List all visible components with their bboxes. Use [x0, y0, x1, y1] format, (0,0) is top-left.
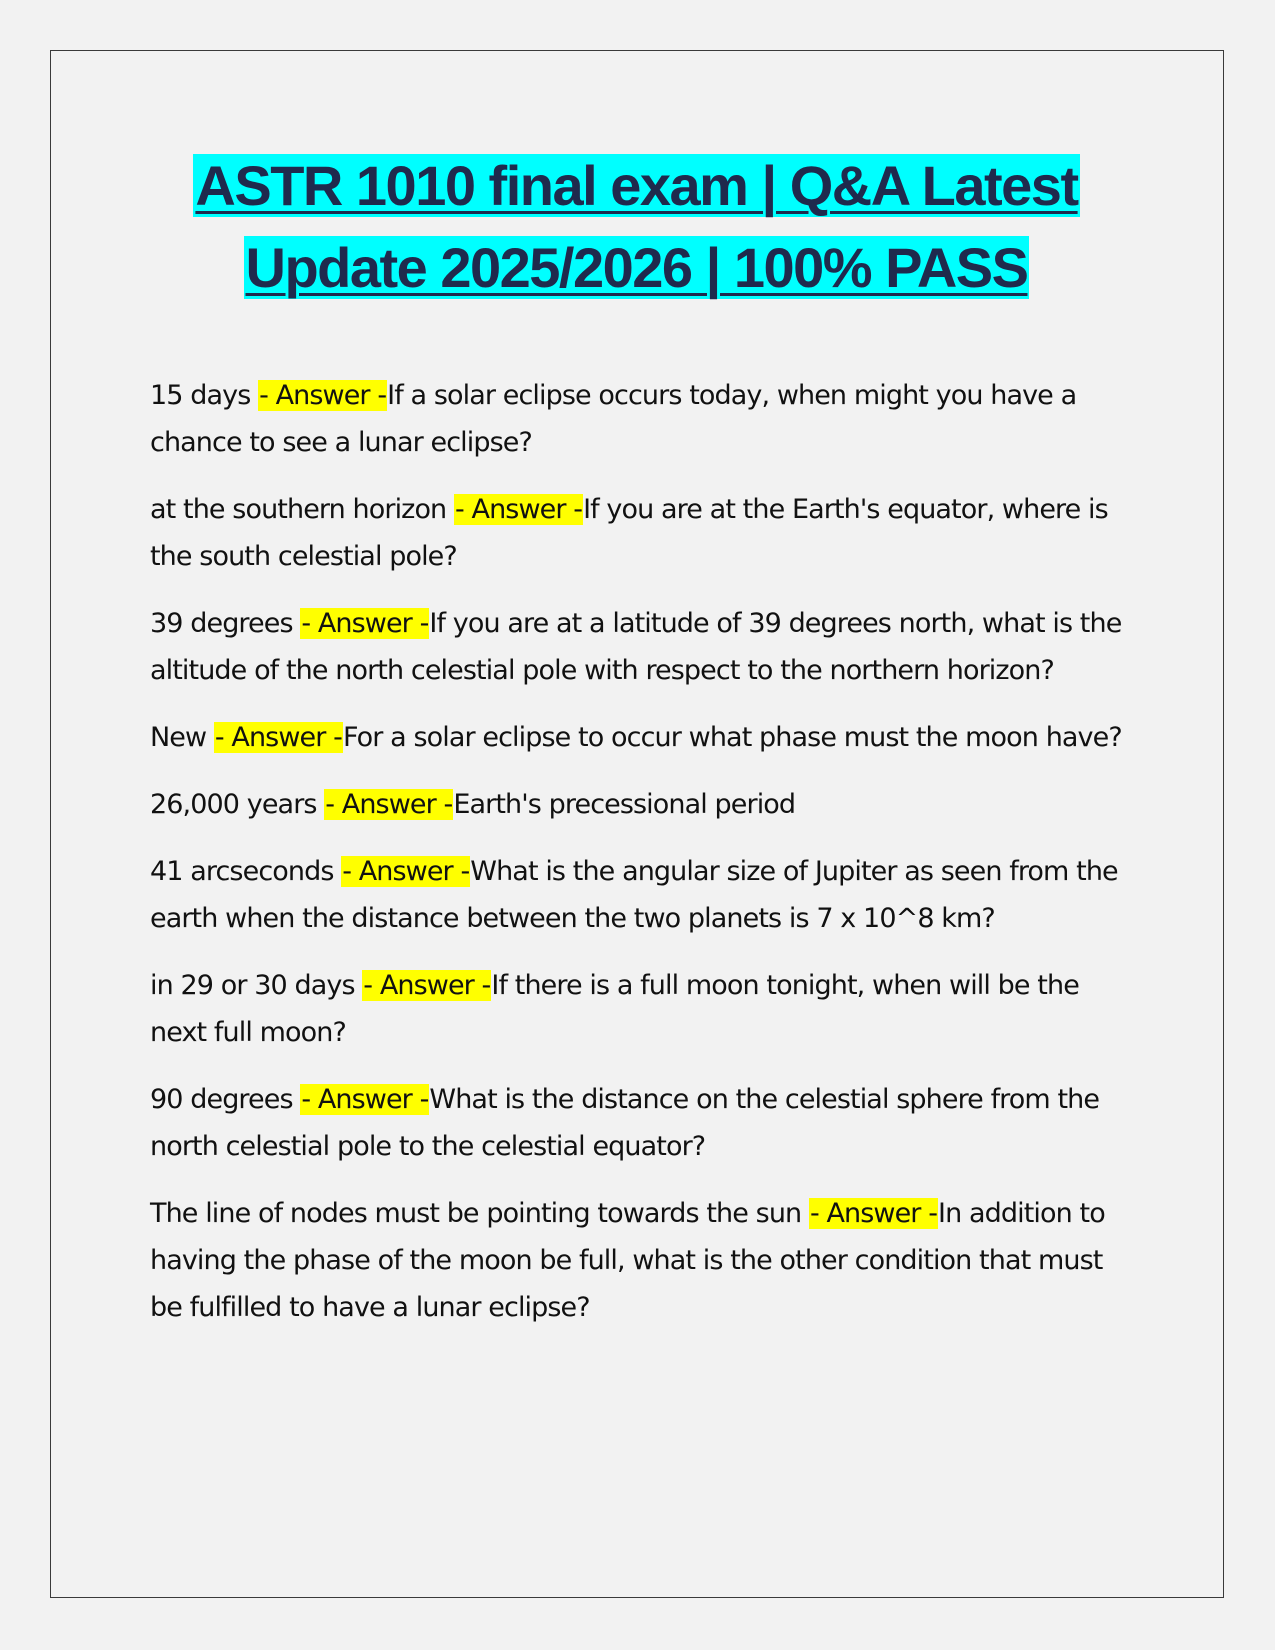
qa-item [150, 714, 1135, 761]
answer-text: at the southern horizon [150, 494, 454, 525]
qa-item [150, 372, 1135, 466]
qa-item [150, 1190, 1135, 1331]
document-title [80, 145, 1193, 309]
answer-separator: - Answer - [259, 380, 387, 411]
question-text: If there is a full moon tonight, when will be the next full moon? [150, 970, 1079, 1048]
question-text: What is the distance on the celestial sphere from the north celestial pole to the celestial equator? [150, 1084, 1100, 1162]
qa-item [150, 486, 1135, 580]
answer-separator: - Answer - [325, 789, 453, 820]
answer-text: 26,000 years [150, 789, 325, 820]
answer-separator: - Answer - [454, 494, 583, 525]
qa-list [150, 372, 1135, 1351]
answer-text: 15 days [150, 380, 259, 411]
qa-item [150, 962, 1135, 1056]
question-text: Earth's precessional period [453, 789, 796, 820]
question-text: For a solar eclipse to occur what phase must the moon have? [342, 722, 1122, 753]
answer-separator: - Answer - [301, 1084, 429, 1115]
answer-separator: - Answer - [214, 722, 342, 753]
answer-text: in 29 or 30 days [150, 970, 363, 1001]
title-line-2: Update 2025/2026 | 100% PASS [245, 236, 1028, 299]
answer-separator: - Answer - [363, 970, 491, 1001]
answer-separator: - Answer - [342, 856, 470, 887]
qa-item [150, 600, 1135, 694]
title-line-1: ASTR 1010 final exam | Q&A Latest [195, 154, 1078, 217]
question-text: What is the angular size of Jupiter as seen from the earth when the distance between the two planets is 7 x 10^8 km? [150, 856, 1118, 934]
question-text: In addition to having the phase of the moon be full, what is the other condition that must be fulfilled to have a lunar eclipse? [150, 1198, 1105, 1323]
answer-text: 41 arcseconds [150, 856, 342, 887]
qa-item [150, 781, 1135, 828]
qa-item [150, 848, 1135, 942]
answer-separator: - Answer - [301, 608, 429, 639]
answer-text: New [150, 722, 214, 753]
question-text: If you are at the Earth's equator, where is the south celestial pole? [150, 494, 1108, 572]
answer-text: 39 degrees [150, 608, 301, 639]
question-text: If you are at a latitude of 39 degrees north, what is the altitude of the north celestial pole with respect to the northern horizon? [150, 608, 1122, 686]
answer-separator: - Answer - [809, 1198, 938, 1229]
answer-text: 90 degrees [150, 1084, 301, 1115]
question-text: If a solar eclipse occurs today, when might you have a chance to see a lunar eclipse? [150, 380, 1077, 458]
answer-text: The line of nodes must be pointing towards the sun [150, 1198, 809, 1229]
qa-item [150, 1076, 1135, 1170]
